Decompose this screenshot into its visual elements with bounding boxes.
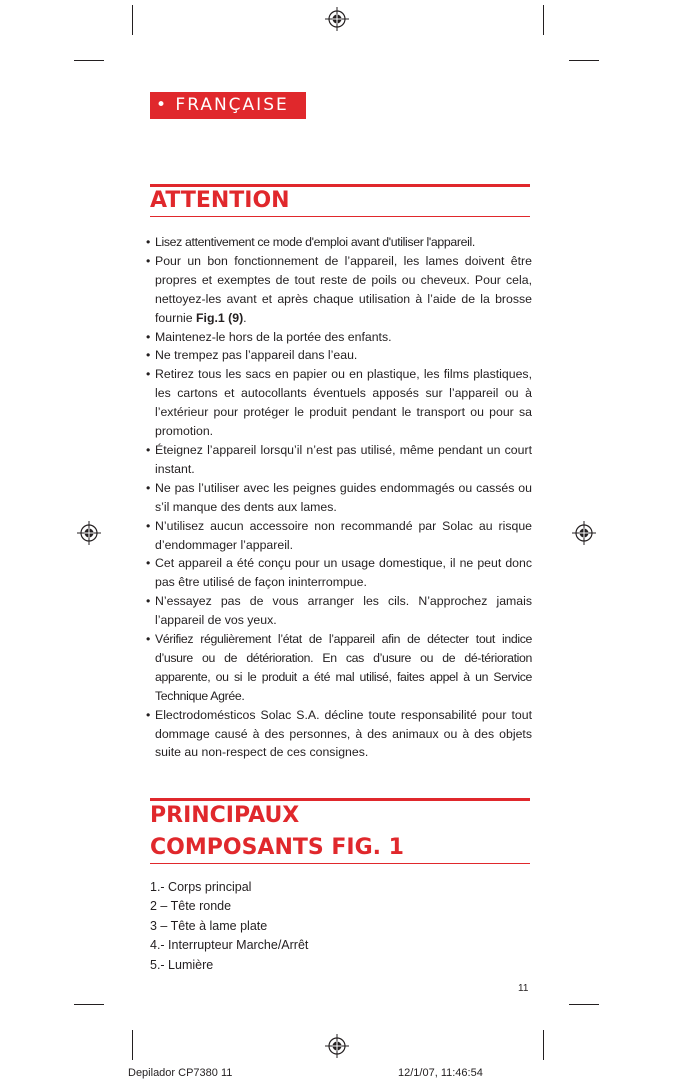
component-item: 2 – Tête ronde <box>150 899 232 914</box>
component-item: 3 – Tête à lame plate <box>150 918 268 933</box>
attention-item: • Vérifiez régulièrement l’état de l’appareil afin de détecter tout indice d’usure ou de détérioration. En cas d’usure ou de dé-térioration apparente, ou si le produit a été mal utilisé, faites appel à un Service Technique Agrée. <box>148 630 532 706</box>
component-item: 4.- Interrupteur Marche/Arrêt <box>150 938 309 953</box>
component-item: 5.- Lumière <box>150 957 214 972</box>
crop-mark <box>74 60 104 61</box>
attention-item: • Ne trempez pas l’appareil dans l’eau. <box>148 346 532 365</box>
crop-mark <box>569 1004 599 1005</box>
attention-heading: ATTENTION <box>150 188 290 213</box>
components-heading-line2: COMPOSANTS FIG. 1 <box>150 835 404 860</box>
language-tab: • FRANÇAISE <box>150 92 306 119</box>
attention-item: • Cet appareil a été conçu pour un usage domestique, il ne peut donc pas être utilisé de façon ininterrompue. <box>148 554 532 592</box>
components-heading-line1: PRINCIPAUX <box>150 803 300 828</box>
registration-mark-icon <box>77 521 101 545</box>
component-item: 1.- Corps principal <box>150 880 252 894</box>
attention-item: • Retirez tous les sacs en papier ou en plastique, les films plastiques, les cartons et autocollants éventuels apposés sur l’appareil ou à l’extérieur pour protéger le produit pendant le transport ou pour sa promotion. <box>148 365 532 441</box>
crop-mark <box>543 5 544 35</box>
crop-mark <box>74 1004 104 1005</box>
figure-reference: Fig.1 (9) <box>196 310 244 325</box>
print-slug-right: 12/1/07, 11:46:54 <box>398 1067 483 1079</box>
components-list <box>150 878 308 975</box>
registration-mark-icon <box>325 1034 349 1058</box>
attention-item: • N’essayez pas de vous arranger les cils. N’approchez jamais l’appareil de vos yeux. <box>148 592 532 630</box>
page-number: 11 <box>518 983 529 994</box>
attention-list <box>148 233 532 762</box>
attention-item: • N’utilisez aucun accessoire non recommandé par Solac au risque d’endommager l’appareil. <box>148 517 532 555</box>
attention-item: • Lisez attentivement ce mode d'emploi avant d'utiliser l'appareil. <box>148 233 532 252</box>
attention-item: • Éteignez l’appareil lorsqu’il n’est pas utilisé, même pendant un court instant. <box>148 441 532 479</box>
crop-mark <box>569 60 599 61</box>
attention-item: • Maintenez-le hors de la portée des enfants. <box>148 328 532 347</box>
section-rule <box>150 863 530 864</box>
attention-item: • Electrodomésticos Solac S.A. décline toute responsabilité pour tout dommage causé à des personnes, à des animaux ou à des objets suite au non-respect de ces consignes. <box>148 706 532 763</box>
section-rule <box>150 216 530 217</box>
attention-item: • Ne pas l’utiliser avec les peignes guides endommagés ou cassés ou s’il manque des dents aux lames. <box>148 479 532 517</box>
crop-mark <box>132 1030 133 1060</box>
crop-mark <box>132 5 133 35</box>
attention-item: • Pour un bon fonctionnement de l’appareil, les lames doivent être propres et exemptes de tout reste de poils ou cheveux. Pour cela, nettoyez-les avant et après chaque utilisation à l’aide de la brosse fournie Fig.1 (9). <box>148 252 532 328</box>
registration-mark-icon <box>325 7 349 31</box>
crop-mark <box>543 1030 544 1060</box>
print-slug-left: Depilador CP7380 11 <box>128 1067 233 1079</box>
registration-mark-icon <box>572 521 596 545</box>
